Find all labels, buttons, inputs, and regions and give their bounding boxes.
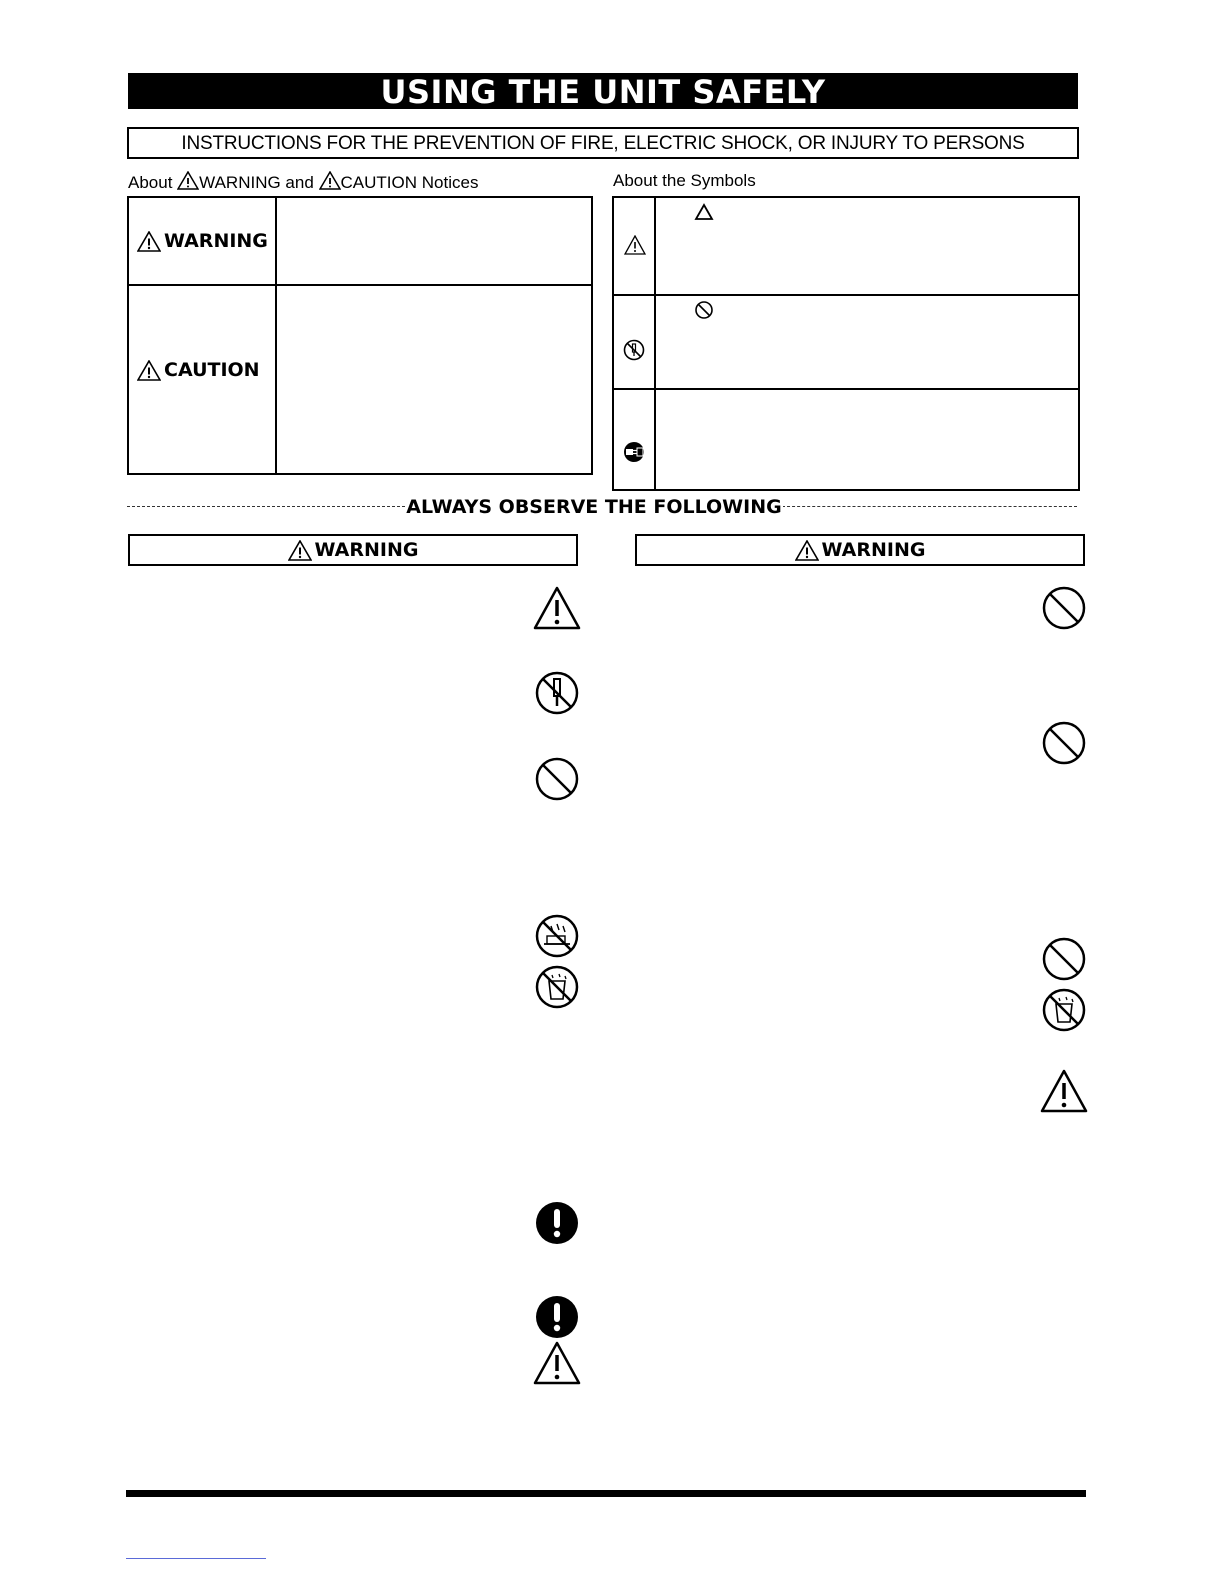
- warning-triangle-icon: [795, 540, 819, 561]
- notices-heading-prefix: About: [128, 173, 173, 192]
- notices-heading-warning: WARNING and: [199, 173, 314, 192]
- notices-heading-caution: CAUTION Notices: [340, 173, 479, 192]
- caution-triangle-icon: [533, 586, 581, 630]
- notice-caution-text: CAUTION: [164, 359, 260, 381]
- observe-heading: ALWAYS OBSERVE THE FOLLOWING: [406, 496, 782, 518]
- caution-triangle-icon: [1040, 1069, 1088, 1113]
- no-wet-location-icon: [535, 914, 579, 958]
- no-disassemble-icon: [535, 671, 579, 715]
- small-triangle-icon: [694, 203, 714, 221]
- caution-symbol-icon: [624, 235, 646, 255]
- prohibited-icon: [1042, 586, 1086, 630]
- notice-warning-label: [137, 230, 268, 252]
- warning-triangle-icon: [177, 171, 199, 190]
- prohibited-icon: [1042, 721, 1086, 765]
- notice-warning-text: WARNING: [164, 230, 268, 252]
- right-warning-box: [635, 534, 1085, 566]
- notice-table: [127, 196, 593, 475]
- no-disassemble-symbol-icon: [623, 339, 645, 361]
- warning-triangle-icon: [288, 540, 312, 561]
- notices-heading: [128, 171, 478, 193]
- symbols-table: [612, 196, 1080, 491]
- left-warning-text: WARNING: [314, 539, 419, 561]
- unplug-symbol-icon: [623, 441, 645, 463]
- notice-caution-label: [137, 359, 260, 381]
- caution-triangle-icon: [137, 360, 161, 381]
- symbols-heading: About the Symbols: [613, 171, 756, 190]
- page-subtitle: INSTRUCTIONS FOR THE PREVENTION OF FIRE, ELECTRIC SHOCK, OR INJURY TO PERSONS: [127, 127, 1079, 159]
- prohibited-icon: [1042, 937, 1086, 981]
- caution-triangle-icon: [319, 171, 341, 190]
- left-warning-box: [128, 534, 578, 566]
- no-liquid-container-icon: [535, 965, 579, 1009]
- no-liquid-container-icon: [1042, 988, 1086, 1032]
- page-title: USING THE UNIT SAFELY: [128, 73, 1078, 109]
- caution-triangle-icon: [533, 1341, 581, 1385]
- prohibited-icon: [535, 757, 579, 801]
- footer-link-underline[interactable]: [126, 1558, 266, 1559]
- warning-triangle-icon: [137, 231, 161, 252]
- mandatory-action-icon: [535, 1295, 579, 1339]
- footer-rule: [126, 1490, 1086, 1497]
- mandatory-action-icon: [535, 1201, 579, 1245]
- right-warning-text: WARNING: [821, 539, 926, 561]
- prohibited-small-icon: [694, 300, 714, 320]
